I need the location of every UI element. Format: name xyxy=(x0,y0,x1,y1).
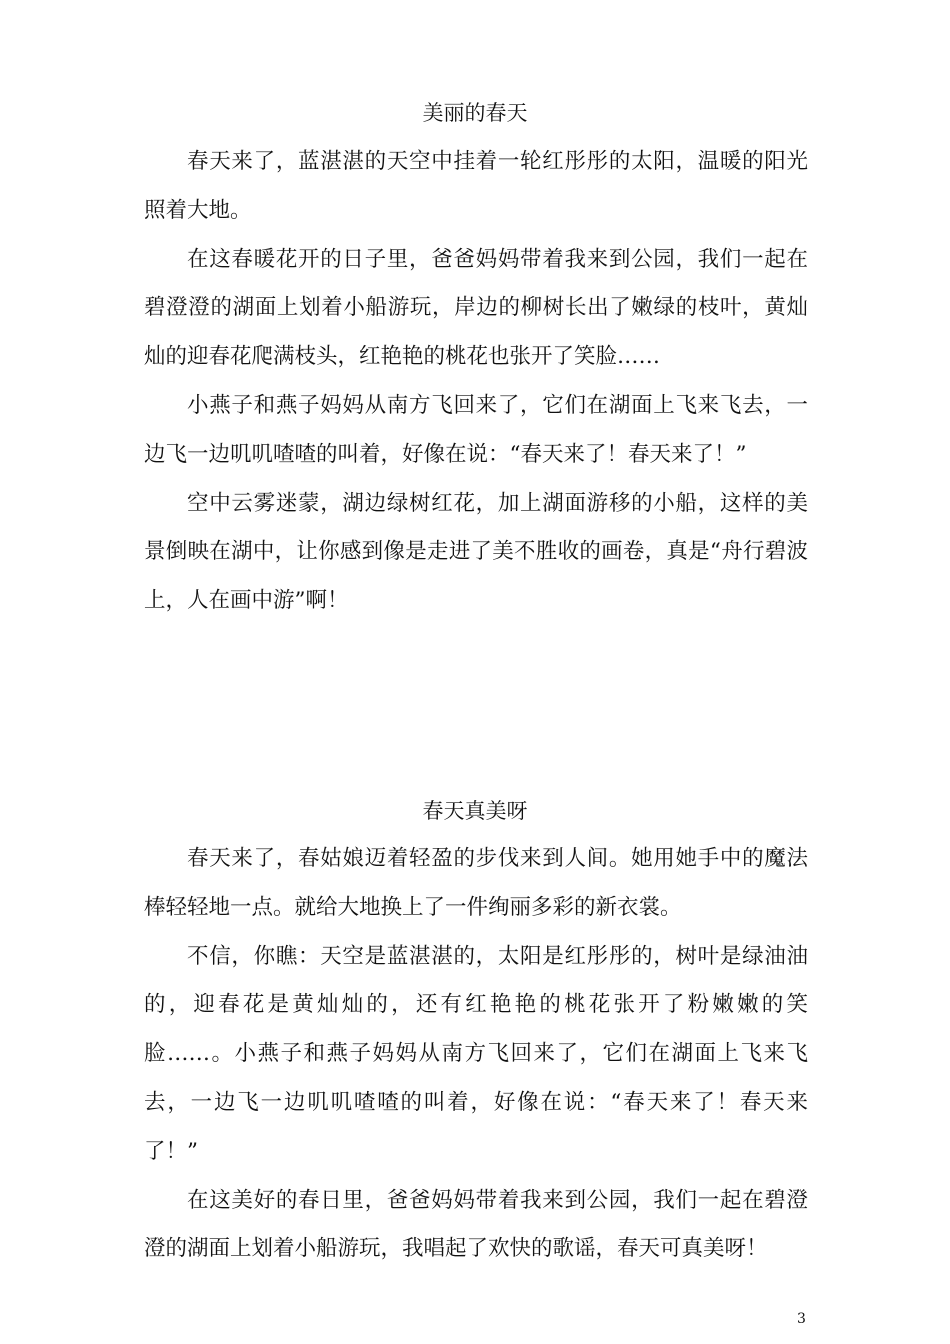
essay-1-title: 美丽的春天 xyxy=(422,101,528,125)
page-number: 3 xyxy=(797,1311,806,1327)
essay-1-paragraph-2: 在这春暖花开的日子里，爸爸妈妈带着我来到公园，我们一起在碧澄澄的湖面上划着小船游玩，岸边的柳树长出了嫩绿的枝叶，黄灿灿的迎春花爬满枝头，红艳艳的桃花也张开了笑脸…… xyxy=(144,246,808,370)
essay-1-body xyxy=(144,138,808,626)
essay-2-paragraph-1: 春天来了，春姑娘迈着轻盈的步伐来到人间。她用她手中的魔法棒轻轻地一点。就给大地换上了一件绚丽多彩的新衣裳。 xyxy=(144,846,808,920)
essay-1-paragraph-3: 小燕子和燕子妈妈从南方飞回来了，它们在湖面上飞来飞去，一边飞一边叽叽喳喳的叫着，好像在说：“春天来了！春天来了！” xyxy=(144,392,808,467)
essay-2-body xyxy=(144,835,808,1274)
essay-2-title: 春天真美呀 xyxy=(422,799,528,823)
essay-1-paragraph-4: 空中云雾迷蒙，湖边绿树红花，加上湖面游移的小船，这样的美景倒映在湖中，让你感到像是走进了美不胜收的画卷，真是“舟行碧波上，人在画中游”啊！ xyxy=(144,490,808,614)
essay-2-paragraph-2: 不信，你瞧：天空是蓝湛湛的，太阳是红彤彤的，树叶是绿油油的，迎春花是黄灿灿的，还有红艳艳的桃花张开了粉嫩嫩的笑脸……。小燕子和燕子妈妈从南方飞回来了，它们在湖面上飞来飞去，一边飞一边叽叽喳喳的叫着，好像在说：“春天来了！春天来了！” xyxy=(144,943,808,1164)
essay-2-paragraph-3: 在这美好的春日里，爸爸妈妈带着我来到公园，我们一起在碧澄澄的湖面上划着小船游玩，我唱起了欢快的歌谣，春天可真美呀！ xyxy=(144,1187,808,1262)
essay-1-paragraph-1: 春天来了，蓝湛湛的天空中挂着一轮红彤彤的太阳，温暖的阳光照着大地。 xyxy=(144,149,808,223)
